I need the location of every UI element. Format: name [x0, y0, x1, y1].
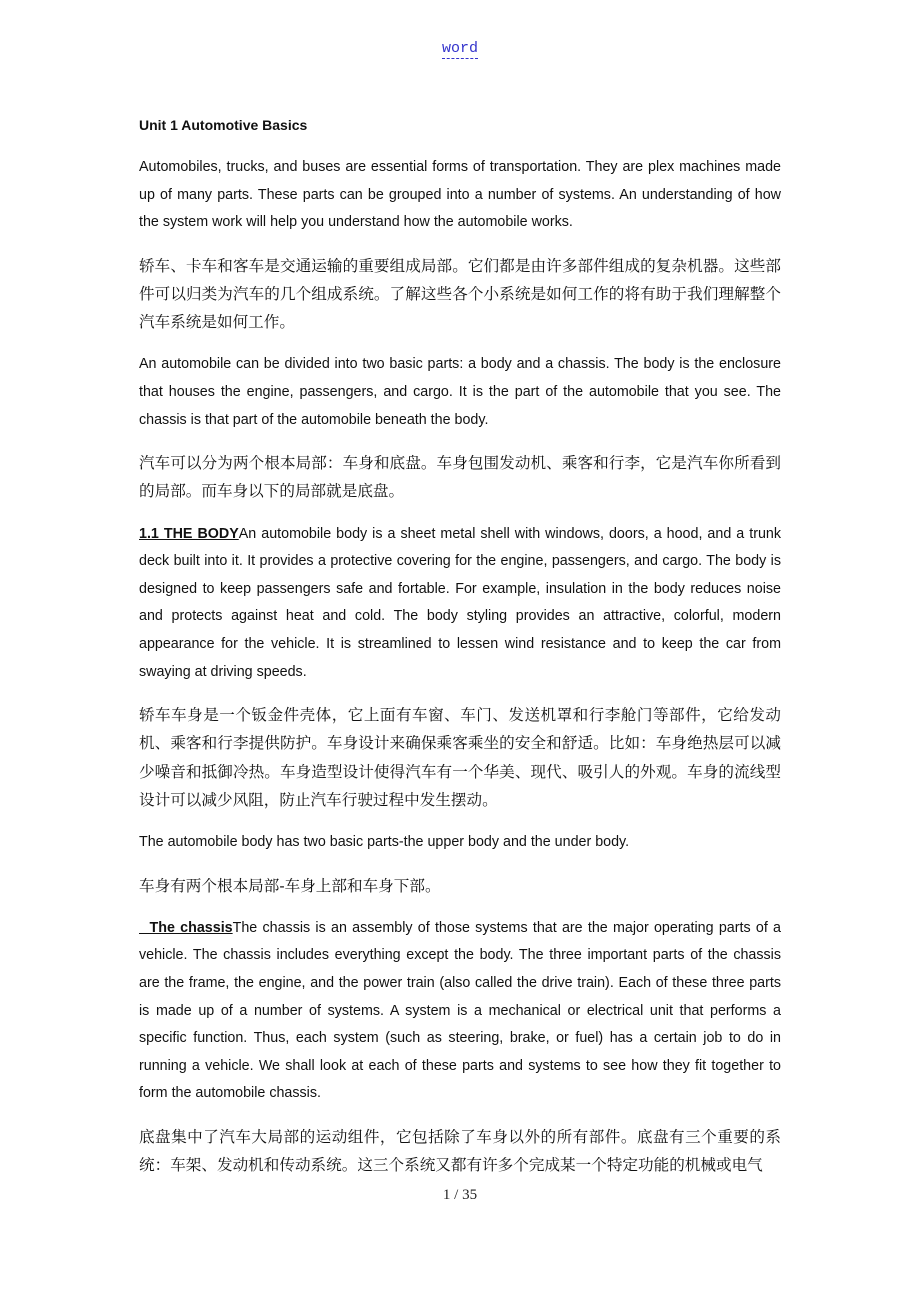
paragraph-4-english: The automobile body has two basic parts-the upper body and the under body. — [139, 833, 630, 850]
paragraph-5-english — [139, 915, 781, 1108]
paragraph-3-text: An automobile body is a sheet metal shell with windows, doors, a hood, and a trunk deck built into it. It provides a protective covering for the engine, passengers, and cargo. The body is designed to keep passengers safe and fortable. For example, insulation in the body reduces noise and protects against heat and cold. The body styling provides an attractive, colorful, modern appearance for the vehicle. It is streamlined to lessen wind resistance and to keep the car from swaying at driving speeds. — [139, 525, 782, 680]
paragraph-5-text: The chassis is an assembly of those systems that are the major operating parts of a vehicle. The chassis includes everything except the body. The three important parts of the chassis are the frame, the engine, and the power train (also called the drive train). Each of these three parts is made up of a number of systems. A system is a mechanical or electrical unit that performs a specific function. Thus, each system (such as steering, brake, or fuel) has a certain job to do in running a vehicle. We shall look at each of these parts and systems to see how they fit together to form the automobile chassis. — [139, 919, 781, 1102]
paragraph-3-chinese: 轿车车身是一个钣金件壳体，它上面有车窗、车门、发送机罩和行李舱门等部件，它给发动机、乘客和行李提供防护。车身设计来确保乘客乘坐的安全和舒适。比如：车身绝热层可以减少噪音和抵御冷热。车身造型设计使得汽车有一个华美、现代、吸引人的外观。车身的流线型设计可以减少风阻，防止汽车行驶过程中发生摆动。 — [139, 706, 781, 809]
header-word-link[interactable]: word — [441, 40, 478, 57]
section-heading-body: 1.1 THE BODY — [139, 525, 239, 542]
header-word-link-container — [0, 40, 920, 57]
paragraph-2-chinese: 汽车可以分为两个根本局部：车身和底盘。车身包围发动机、乘客和行李，它是汽车你所看到的局部。而车身以下的局部就是底盘。 — [139, 454, 781, 501]
document-body — [139, 112, 781, 1194]
paragraph-5-chinese: 底盘集中了汽车大局部的运动组件，它包括除了车身以外的所有部件。底盘有三个重要的系统：车架、发动机和传动系统。这三个系统又都有许多个完成某一个特定功能的机械或电气 — [139, 1127, 781, 1175]
paragraph-2-english: An automobile can be divided into two basic parts: a body and a chassis. The body is the enclosure that houses the engine, passengers, and cargo. It is the part of the automobile that you see. The chassis is that part of the automobile beneath the body. — [139, 356, 781, 428]
paragraph-1-chinese: 轿车、卡车和客车是交通运输的重要组成局部。它们都是由许多部件组成的复杂机器。这些部件可以归类为汽车的几个组成系统。了解这些各个小系统是如何工作的将有助于我们理解整个汽车系统是如何工作。 — [139, 256, 781, 332]
section-heading-chassis: The chassis — [139, 919, 233, 936]
paragraph-4-chinese: 车身有两个根本局部-车身上部和车身下部。 — [139, 876, 441, 895]
page-number: 1 / 35 — [442, 1187, 478, 1203]
paragraph-3-english — [139, 521, 781, 687]
unit-title: Unit 1 Automotive Basics — [139, 117, 308, 133]
paragraph-1-english: Automobiles, trucks, and buses are essential forms of transportation. They are plex machines made up of many parts. These parts can be grouped into a number of systems. An understanding of how the system work will help you understand how the automobile works. — [139, 159, 781, 231]
